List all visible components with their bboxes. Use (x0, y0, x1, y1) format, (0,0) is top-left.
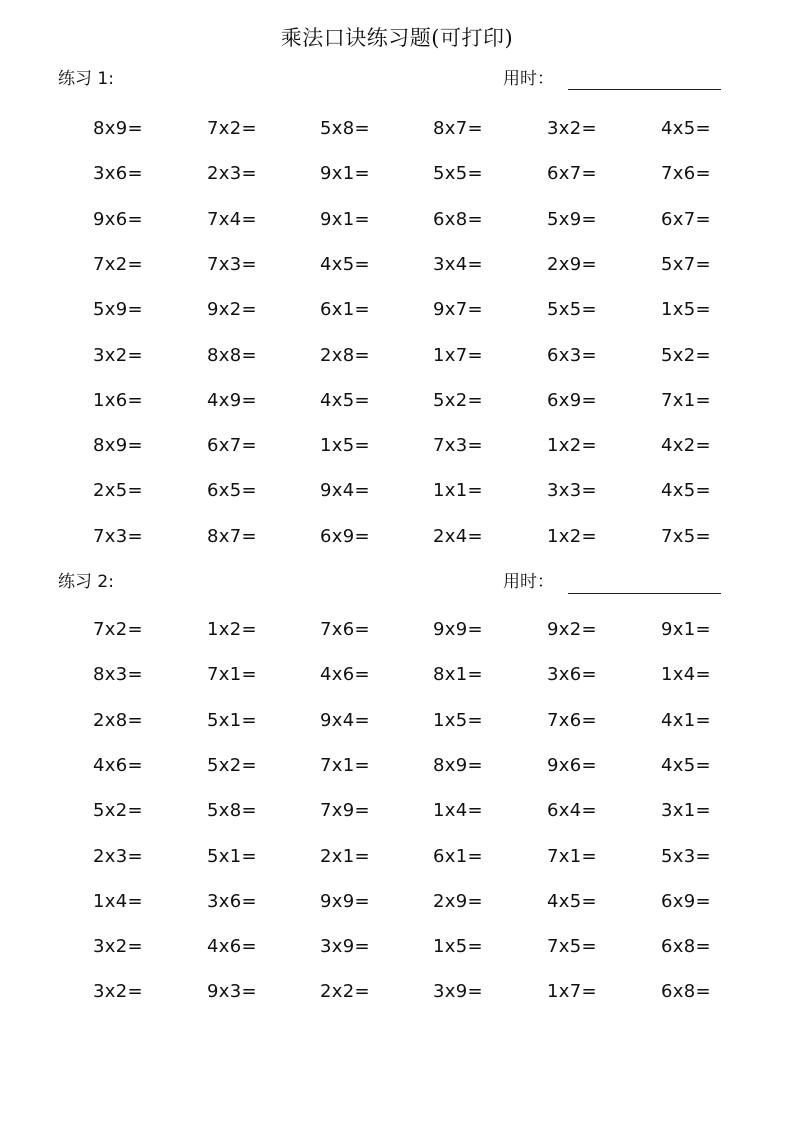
problem-cell: 4x1= (661, 709, 711, 731)
problem-cell: 4x5= (320, 389, 370, 411)
problem-cell: 9x9= (433, 619, 483, 640)
problem-cell: 2x8= (93, 709, 143, 731)
problem-cell: 3x6= (207, 890, 257, 912)
problem-cell: 7x1= (547, 845, 597, 867)
problem-cell: 7x6= (320, 619, 370, 640)
problem-cell: 5x1= (207, 709, 257, 731)
problem-cell: 7x5= (547, 936, 597, 958)
page-title: 乘法口诀练习题(可打印) (280, 26, 514, 50)
problem-cell: 8x7= (207, 525, 257, 547)
problem-cell: 6x9= (661, 890, 711, 912)
problem-cell: 1x2= (547, 525, 597, 547)
problem-cell: 2x4= (433, 525, 483, 547)
problem-cell: 9x7= (433, 299, 483, 321)
problem-cell: 6x8= (661, 981, 711, 1003)
problem-cell: 5x7= (661, 253, 711, 275)
problem-cell: 4x9= (207, 389, 257, 411)
problem-cell: 5x2= (433, 389, 483, 411)
problem-cell: 2x5= (93, 480, 143, 502)
problem-cell: 8x9= (93, 435, 143, 457)
problem-cell: 1x6= (93, 389, 143, 411)
problem-cell: 5x1= (207, 845, 257, 867)
problem-cell: 7x1= (207, 664, 257, 686)
problem-cell: 2x3= (207, 163, 257, 185)
exercise-2-time-blank[interactable] (568, 593, 721, 594)
problem-cell: 9x1= (661, 619, 711, 640)
problem-cell: 1x5= (661, 299, 711, 321)
problem-cell: 3x2= (93, 936, 143, 958)
problem-cell: 2x1= (320, 845, 370, 867)
exercise-1-label: 练习 1: (58, 69, 114, 89)
problem-cell: 7x3= (433, 435, 483, 457)
problem-cell: 4x5= (547, 890, 597, 912)
problem-cell: 4x5= (661, 754, 711, 776)
problem-cell: 7x2= (207, 118, 257, 139)
problem-cell: 4x5= (661, 480, 711, 502)
problem-cell: 8x7= (433, 118, 483, 139)
problem-cell: 1x5= (433, 936, 483, 958)
problem-cell: 4x5= (661, 118, 711, 139)
problem-cell: 8x9= (433, 754, 483, 776)
problem-cell: 3x9= (320, 936, 370, 958)
problem-cell: 4x2= (661, 435, 711, 457)
problem-cell: 4x6= (93, 754, 143, 776)
problem-cell: 1x4= (93, 890, 143, 912)
exercise-2-time-label: 用时： (503, 572, 554, 592)
problem-cell: 4x5= (320, 253, 370, 275)
problem-cell: 3x1= (661, 800, 711, 822)
problem-cell: 7x2= (93, 253, 143, 275)
problem-cell: 9x3= (207, 981, 257, 1003)
problem-cell: 3x2= (93, 981, 143, 1003)
problem-cell: 7x6= (547, 709, 597, 731)
problem-cell: 1x5= (320, 435, 370, 457)
problem-cell: 8x9= (93, 118, 143, 139)
problem-cell: 1x7= (433, 344, 483, 366)
problem-cell: 9x1= (320, 208, 370, 230)
problem-cell: 9x1= (320, 163, 370, 185)
problem-cell: 8x1= (433, 664, 483, 686)
problem-cell: 6x7= (661, 208, 711, 230)
problem-cell: 3x2= (547, 118, 597, 139)
problem-cell: 6x9= (320, 525, 370, 547)
problem-cell: 6x7= (207, 435, 257, 457)
problem-cell: 5x9= (547, 208, 597, 230)
problem-cell: 7x6= (661, 163, 711, 185)
problem-cell: 5x3= (661, 845, 711, 867)
exercise-1-time-label: 用时： (503, 69, 554, 89)
problem-cell: 9x2= (207, 299, 257, 321)
problem-cell: 2x9= (547, 253, 597, 275)
problem-cell: 5x2= (661, 344, 711, 366)
problem-cell: 4x6= (207, 936, 257, 958)
problem-cell: 6x4= (547, 800, 597, 822)
problem-cell: 5x8= (207, 800, 257, 822)
problem-cell: 2x9= (433, 890, 483, 912)
problem-cell: 8x8= (207, 344, 257, 366)
problem-cell: 7x1= (661, 389, 711, 411)
problem-cell: 7x2= (93, 619, 143, 640)
problem-cell: 1x7= (547, 981, 597, 1003)
problem-cell: 6x8= (661, 936, 711, 958)
problem-cell: 3x3= (547, 480, 597, 502)
problem-cell: 1x1= (433, 480, 483, 502)
problem-cell: 9x9= (320, 890, 370, 912)
problem-cell: 7x1= (320, 754, 370, 776)
problem-cell: 6x7= (547, 163, 597, 185)
problem-cell: 1x4= (661, 664, 711, 686)
exercise-1-time-blank[interactable] (568, 89, 721, 90)
problem-cell: 9x4= (320, 480, 370, 502)
problem-cell: 3x9= (433, 981, 483, 1003)
problem-cell: 6x5= (207, 480, 257, 502)
problem-cell: 6x1= (320, 299, 370, 321)
problem-cell: 7x4= (207, 208, 257, 230)
problem-cell: 3x6= (547, 664, 597, 686)
problem-cell: 7x5= (661, 525, 711, 547)
problem-cell: 3x6= (93, 163, 143, 185)
problem-cell: 6x1= (433, 845, 483, 867)
problem-cell: 9x2= (547, 619, 597, 640)
problem-cell: 7x9= (320, 800, 370, 822)
problem-cell: 5x2= (207, 754, 257, 776)
exercise-2-label: 练习 2: (58, 572, 114, 592)
problem-cell: 2x3= (93, 845, 143, 867)
problem-cell: 5x5= (547, 299, 597, 321)
problem-cell: 2x8= (320, 344, 370, 366)
problem-cell: 1x4= (433, 800, 483, 822)
problem-cell: 1x5= (433, 709, 483, 731)
problem-cell: 6x3= (547, 344, 597, 366)
problem-cell: 5x9= (93, 299, 143, 321)
problem-cell: 8x3= (93, 664, 143, 686)
problem-cell: 3x4= (433, 253, 483, 275)
problem-cell: 9x6= (93, 208, 143, 230)
problem-cell: 4x6= (320, 664, 370, 686)
problem-cell: 2x2= (320, 981, 370, 1003)
problem-cell: 1x2= (207, 619, 257, 640)
problem-cell: 5x8= (320, 118, 370, 139)
problem-cell: 9x6= (547, 754, 597, 776)
problem-cell: 7x3= (93, 525, 143, 547)
problem-cell: 9x4= (320, 709, 370, 731)
problem-cell: 5x5= (433, 163, 483, 185)
problem-cell: 7x3= (207, 253, 257, 275)
problem-cell: 6x9= (547, 389, 597, 411)
problem-cell: 6x8= (433, 208, 483, 230)
problem-cell: 5x2= (93, 800, 143, 822)
problem-cell: 3x2= (93, 344, 143, 366)
problem-cell: 1x2= (547, 435, 597, 457)
